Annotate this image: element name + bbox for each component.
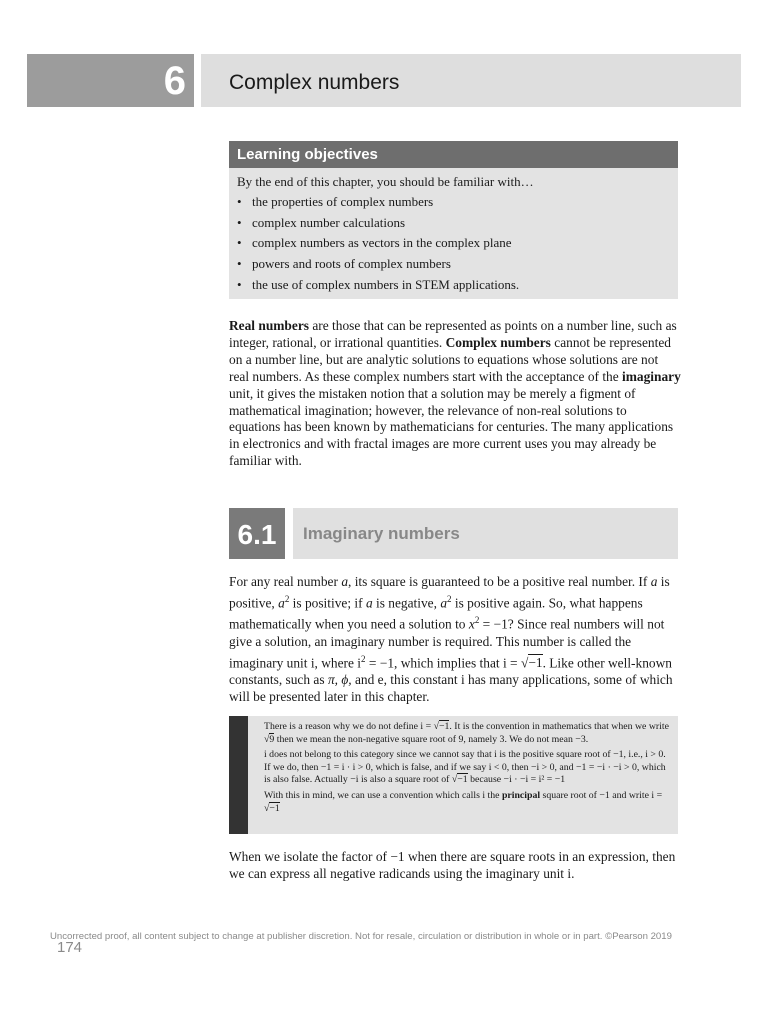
chapter-title: Complex numbers: [229, 71, 400, 94]
note-box: [248, 716, 678, 834]
chapter-title-box: [201, 54, 741, 107]
paragraph-text: cannot be represented on a number line, but are analytic solutions to equations whose solutions are not real numbers. As these complex numbers start with the acceptance of the: [229, 334, 671, 384]
radical-sign: √: [451, 774, 458, 786]
footer-disclaimer: Uncorrected proof, all content subject to change at publisher discretion. Not for resale, circulation or distribution in whole or in part. ©Pearson 2019: [50, 931, 672, 942]
list-item: • the properties of complex numbers: [237, 192, 519, 213]
list-item: • complex number calculations: [237, 213, 519, 234]
note-text-run: square root of −1 and write i =: [540, 789, 663, 801]
note-paragraph: [264, 749, 669, 787]
learning-objectives-box: [229, 168, 678, 299]
note-side-bar: [229, 716, 248, 834]
term-principal: principal: [501, 789, 541, 801]
note-text-run: then we mean the non-negative square root of 9, namely 3. We do not mean −3.: [274, 733, 589, 745]
paragraph-text: unit, it gives the mistaken notion that a solution may be merely a figment of mathematical imagination; however, the relevance of non-real solutions to equations has been known by mathematicians for centuries. The many applications in electronics and with fractal images are more current uses you may already be familiar with.: [229, 385, 674, 469]
paragraph-text: is positive; if: [289, 595, 366, 611]
term-real-numbers: Real numbers: [229, 318, 309, 333]
note-text-run: because −i · −i = i² = −1: [467, 774, 566, 786]
radicand: −1: [438, 721, 450, 732]
radicand: −1: [269, 802, 280, 814]
note-paragraph: [264, 721, 669, 746]
paragraph-text: = −1, which implies that i =: [365, 655, 521, 671]
radical-sign: √: [520, 655, 529, 671]
radical-sign: √: [264, 733, 270, 745]
radical-sign: √: [433, 721, 439, 732]
learning-objectives-header: [229, 141, 678, 168]
learning-objectives-heading: Learning objectives: [237, 146, 378, 163]
page-number: 174: [57, 939, 83, 956]
paragraph-text: . Like other well-known constants, such as: [229, 655, 672, 687]
radical-sign: √: [264, 802, 270, 814]
list-item: • complex numbers as vectors in the complex plane: [237, 233, 519, 254]
math-constants: π, ϕ,: [327, 671, 352, 687]
section-paragraph: For any real number a, its square is guaranteed to be a positive real number. If a is positive, $a^2$ is positive; if a is negative, $a^2$ is positive again. So, what happens mathematically when you need a solution to $x^2 = -1$? Since real numbers will not give a solution, an imaginary number is required. This number is called the imaginary unit i, where $i^2 = -1$, which implies that i = √−1. Like other well-known constants, such as π, ϕ, and e, this constant i has many applications, some of which will be presented later in this chapter.: [229, 574, 673, 704]
paragraph-text: = −1? Since real numbers will not give a solution, an imaginary number is required. This number is called the imaginary unit i, where i: [229, 616, 665, 671]
math-variable: a: [440, 595, 448, 611]
note-text-run: There is a reason why we do not define i =: [264, 721, 434, 732]
radicand: 9: [269, 733, 275, 745]
paragraph-text: and e, this constant i has many applications, some of which will be presented later in this chapter.: [229, 671, 673, 704]
paragraph-text: is negative,: [372, 595, 441, 611]
radicand: −1: [528, 655, 543, 671]
note-text-run: . It is the convention in mathematics that when we write: [449, 721, 669, 732]
paragraph-text: are those that can be represented as points on a number line, such as integer, rational, or irrational quantities.: [229, 318, 677, 350]
paragraph-text: For any real number: [229, 574, 342, 589]
note-text-run: i does not belong to this category since we cannot say that i is the positive square root of −1, i.e., i > 0. If we do, then −1 = i · i > 0, which is false, and if we say i < 0, then −i > 0, and −1 = −i · −i > 0, which is also false. Actually −i is also a square root of: [264, 749, 666, 786]
closing-paragraph: When we isolate the factor of −1 when there are square roots in an expression, then we can express all negative radicands using the imaginary unit i.: [229, 849, 676, 881]
intro-paragraph: [229, 318, 681, 470]
math-variable: x: [468, 616, 475, 632]
math-variable: a: [341, 574, 349, 589]
paragraph-text: , its square is guaranteed to be a positive real number. If: [348, 574, 651, 589]
note-text: [264, 721, 669, 818]
paragraph-text: is positive again. So, what happens mathematically when you need a solution to: [229, 595, 643, 632]
term-imaginary: imaginary: [622, 368, 681, 384]
radicand: −1: [457, 774, 468, 786]
section-title-box: [293, 508, 678, 559]
math-variable: a: [650, 574, 658, 589]
math-variable: a: [365, 595, 373, 611]
note-text-run: With this in mind, we can use a convention which calls i the: [264, 789, 502, 801]
note-paragraph: [264, 790, 669, 815]
section-number-box: [229, 508, 285, 559]
learning-objectives-list: [237, 192, 519, 295]
section-title: Imaginary numbers: [303, 524, 460, 543]
math-variable: a: [278, 595, 285, 611]
list-item: • powers and roots of complex numbers: [237, 254, 519, 275]
list-item: • the use of complex numbers in STEM applications.: [237, 275, 519, 296]
term-complex-numbers: Complex numbers: [445, 334, 551, 350]
learning-objectives-intro: By the end of this chapter, you should be familiar with…: [237, 174, 534, 189]
chapter-number: 6: [163, 59, 186, 103]
chapter-number-box: [27, 54, 194, 107]
paragraph-text: is positive,: [229, 574, 670, 611]
section-number: 6.1: [237, 519, 277, 550]
